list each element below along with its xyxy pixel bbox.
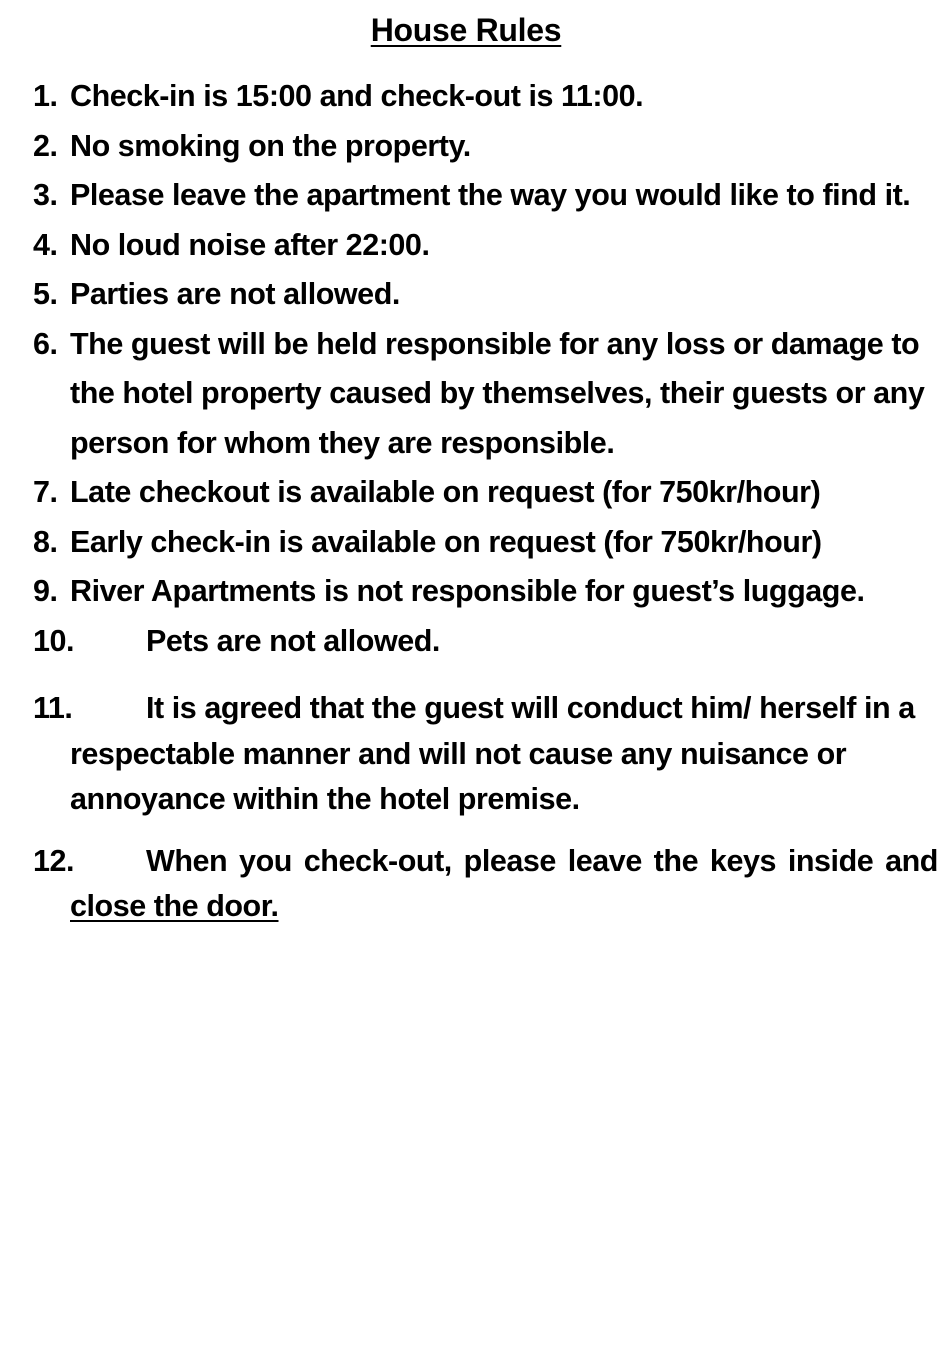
rule-number: 6. xyxy=(33,326,58,361)
rule-text: Pets are not allowed. xyxy=(146,623,440,658)
rule-text: No smoking on the property. xyxy=(70,128,471,163)
rule-number: 4. xyxy=(33,227,58,262)
rule-item-9 xyxy=(33,567,938,617)
rule-text: No loud noise after 22:00. xyxy=(70,227,430,262)
rule-text: Parties are not allowed. xyxy=(70,277,400,311)
rule-text: River Apartments is not responsible for guest’s luggage. xyxy=(70,574,865,608)
rule-item-12 xyxy=(33,839,938,930)
rule-text: When you check-out, please leave the keys inside and xyxy=(146,843,938,878)
rule-underlined-text: close the door. xyxy=(70,889,279,923)
rule-number: 7. xyxy=(33,475,58,509)
rule-text: Late checkout is available on request (for 750kr/hour) xyxy=(70,475,821,509)
rule-text: Check-in is 15:00 and check-out is 11:00. xyxy=(70,79,644,113)
title-text: House Rules xyxy=(370,12,562,48)
rule-item-8 xyxy=(33,518,938,568)
rule-item-3 xyxy=(33,171,938,221)
rule-number: 3. xyxy=(33,178,58,212)
rule-item-1 xyxy=(33,72,938,122)
rule-item-2 xyxy=(33,122,938,172)
rule-text: Early check-in is available on request (for 750kr/hour) xyxy=(70,524,822,559)
rule-number: 2. xyxy=(33,128,58,163)
rule-number: 8. xyxy=(33,524,58,559)
rule-number: 10. xyxy=(33,623,75,658)
rule-item-5 xyxy=(33,270,938,320)
rule-number: 1. xyxy=(33,79,58,113)
rule-item-4 xyxy=(33,221,938,271)
rule-text: Please leave the apartment the way you would like to find it. xyxy=(70,178,911,212)
rule-number: 9. xyxy=(33,574,58,608)
rule-text: The guest will be held responsible for any loss or damage to the hotel property caused by themselves, their guests or any person for whom they are responsible. xyxy=(70,326,925,460)
rule-number: 11. xyxy=(33,691,73,725)
rule-number: 12. xyxy=(33,843,75,878)
rule-item-7 xyxy=(33,468,938,518)
page-title xyxy=(0,8,932,52)
rule-item-11 xyxy=(33,686,938,823)
rule-item-10 xyxy=(33,617,938,667)
rule-text: It is agreed that the guest will conduct him/ herself in a respectable manner and will not cause any nuisance or annoyance within the hotel premise. xyxy=(70,691,915,816)
rule-item-6 xyxy=(33,320,938,469)
rules-list xyxy=(33,72,938,930)
rule-number: 5. xyxy=(33,277,58,311)
